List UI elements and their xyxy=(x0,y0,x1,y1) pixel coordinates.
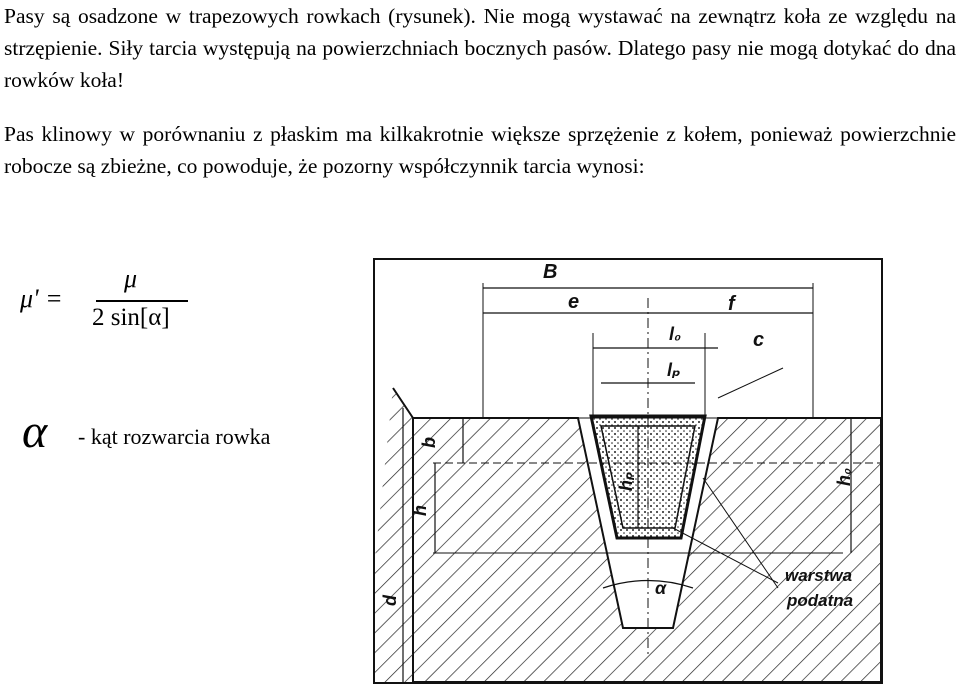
fraction-bar xyxy=(96,300,188,302)
label-podatna: podatna xyxy=(787,591,854,610)
label-alpha: α xyxy=(655,578,667,598)
label-h0: h₀ xyxy=(834,467,854,486)
friction-formula xyxy=(20,264,220,348)
left-neighbour-groove xyxy=(375,388,413,682)
v-belt-groove-figure xyxy=(373,258,883,684)
label-hp: hₚ xyxy=(616,471,636,491)
label-l0: l₀ xyxy=(669,324,682,344)
formula-denominator: 2 sin[α] xyxy=(92,304,170,331)
paragraph-belt-seating: Pasy są osadzone w trapezowych rowkach (rysunek). Nie mogą wystawać na zewnątrz koła ze względu na strzępienie. Siły tarcia występują na powierzchniach bocznych pasów. Dlatego pasy nie mogą dotykać do dna rowków koła! xyxy=(4,4,956,92)
alpha-symbol: α xyxy=(22,405,48,458)
label-d: d xyxy=(380,595,400,606)
paragraph-v-belt-friction: Pas klinowy w porównaniu z płaskim ma kilkakrotnie większe sprzężenie z kołem, ponieważ powierzchnie robocze są zbieżne, co powoduje, że pozorny współczynnik tarcia wynosi: xyxy=(4,122,956,178)
label-f: f xyxy=(728,293,735,315)
alpha-description: - kąt rozwarcia rowka xyxy=(78,424,271,449)
label-b: b xyxy=(419,437,439,448)
label-c: c xyxy=(753,329,765,351)
label-e: e xyxy=(568,291,580,313)
label-lp: lₚ xyxy=(667,360,681,380)
formula-lhs: μ' = xyxy=(20,284,63,313)
formula-numerator: μ xyxy=(124,264,138,293)
label-warstwa: warstwa xyxy=(785,566,853,585)
label-B: B xyxy=(543,261,558,283)
label-h: h xyxy=(410,505,430,516)
groove-drawing xyxy=(373,258,883,684)
